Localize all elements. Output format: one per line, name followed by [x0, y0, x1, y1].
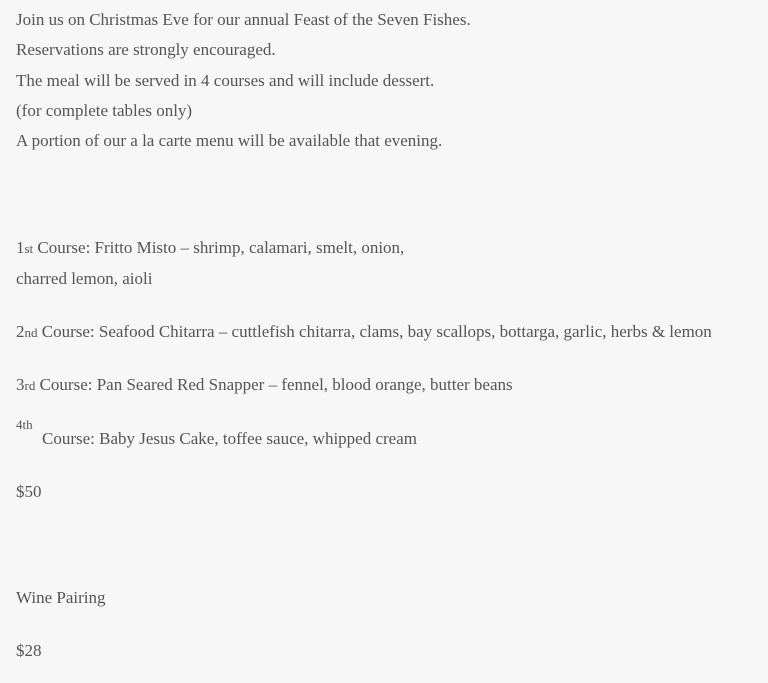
course-ordinal-suffix: st [24, 241, 34, 256]
intro-line: A portion of our a la carte menu will be available that evening. [16, 131, 443, 150]
course-description: Course: Seafood Chitarra – cuttlefish chitarra, clams, bay scallops, bottarga, garlic, herbs & lemon [37, 322, 712, 341]
menu-page [16, 0, 766, 683]
wine-pairing-label: Wine Pairing [16, 588, 106, 607]
course-ordinal-suffix: rd [24, 378, 36, 393]
course-ordinal-suffix: nd [24, 325, 38, 340]
intro-line: Join us on Christmas Eve for our annual Feast of the Seven Fishes. [16, 10, 471, 29]
course-4-ordinal: 4th [16, 417, 33, 432]
course-description: Course: Fritto Misto – shrimp, calamari, smelt, onion, [33, 238, 405, 257]
course-number: 1 [16, 238, 25, 257]
course-3 [16, 375, 513, 396]
course-description: Course: Pan Seared Red Snapper – fennel, blood orange, butter beans [35, 375, 513, 394]
course-number: 2 [16, 322, 25, 341]
course-2 [16, 322, 712, 343]
course-4: Course: Baby Jesus Cake, toffee sauce, whipped cream [42, 429, 417, 448]
wine-pairing-price: $28 [16, 641, 42, 660]
course-1 [16, 238, 404, 259]
course-number: 3 [16, 375, 25, 394]
course-1-continuation: charred lemon, aioli [16, 269, 153, 288]
menu-price: $50 [16, 482, 42, 501]
intro-line: The meal will be served in 4 courses and will include dessert. [16, 71, 435, 90]
intro-line: Reservations are strongly encouraged. [16, 40, 276, 59]
intro-line: (for complete tables only) [16, 101, 193, 120]
